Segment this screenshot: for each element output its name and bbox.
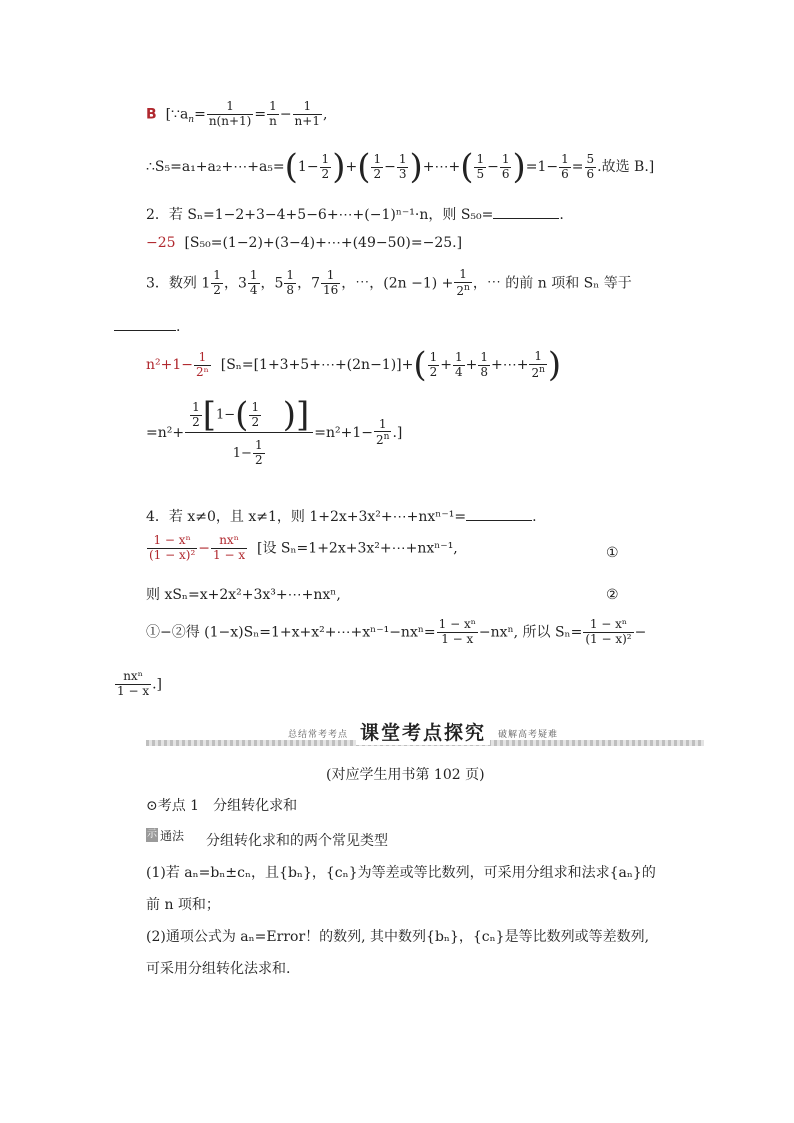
method-item-1: (1)若 aₙ=bₙ±cₙ，且{bₙ}，{cₙ}为等差或等比数列，可采用分组求和法求{aₙ}的 xyxy=(146,865,656,881)
method-item-2: (2)通项公式为 aₙ=Error！的数列, 其中数列{bₙ}，{cₙ}是等比数列或等差数列, xyxy=(146,929,650,945)
section-title: ⊙考点 1 分组转化求和 xyxy=(146,798,298,814)
problem2-answer: −25 xyxy=(146,235,176,251)
page-reference: (对应学生用书第 102 页) xyxy=(326,767,485,783)
problem1-line1: B [$\because a_n=$ $\frac{1}{n(n+1)}$ = $\frac{1}{n}$ − $\frac{1}{n+1}$ , xyxy=(146,99,328,128)
method-icon: 示 xyxy=(147,829,157,840)
problem3-blank: . xyxy=(114,318,180,334)
method-label: 通法 xyxy=(160,829,185,843)
banner-left-text: 总结常考考点 xyxy=(288,730,349,740)
banner-title: 课堂考点探究 xyxy=(356,718,490,745)
problem4-line4: $\frac{\text{nxⁿ}}{1 - x}$ .] xyxy=(117,669,163,698)
method-title: 分组转化求和的两个常见类型 xyxy=(206,833,388,849)
frac-1-over-n-n1: $\frac{1}{n(n+1)}$ xyxy=(208,99,252,128)
problem2-solution: −25 [S₅₀=(1−2)+(3−4)+⋯+(49−50)=−25.] xyxy=(146,235,463,251)
method-item-1-cont: 前 n 项和； xyxy=(146,897,220,913)
equation-mark-1: ① xyxy=(606,545,619,561)
problem4-answer: $\frac{\text{1 − xⁿ}}{\text{(1 − x)²}}$ xyxy=(149,533,196,562)
equation-mark-2: ② xyxy=(606,587,619,603)
answer-blank xyxy=(466,508,532,521)
answer-blank xyxy=(493,206,559,219)
problem3-question: 3．数列 1 $\frac{1}{2}$ ，3 $\frac{1}{4}$ ，5 $\frac{1}{8}$ ，7 $\frac{1}{16}$ ，⋯，(2n −1) + $\frac{1}{2^n}$ ，⋯ 的前 n 项和 Sₙ 等于 xyxy=(146,267,632,298)
problem4-question: 4．若 x≠0，且 x≠1，则 1+2x+3x²+⋯+nxⁿ⁻¹= . xyxy=(146,509,537,525)
frac-1-over-n-plus-1: $\frac{1}{n+1}$ xyxy=(294,99,320,128)
banner-right-text: 破解高考疑难 xyxy=(498,730,559,740)
method-item-2-cont: 可采用分组转化法求和. xyxy=(146,961,291,977)
problem1-prefix: [∵a xyxy=(165,106,189,123)
problem4-answer-line: $\frac{\text{1 − xⁿ}}{\text{(1 − x)²}}$ − $\frac{\text{nxⁿ}}{1 - x}$ [设 Sₙ=1+2x+3x²+⋯+nxⁿ⁻¹, xyxy=(149,533,458,562)
frac-1-over-n: $\frac{1}{n}$ xyxy=(269,99,277,128)
problem1-answer-label: B xyxy=(146,106,157,123)
problem1-line2: ∴S₅=a₁+a₂+⋯+a₅=(1− $\frac{1}{2}$ )+( $\frac{1}{2}$ − $\frac{1}{3}$ )+⋯+( $\frac{1}{5}$ − $\frac{1}{6}$ )=1− $\frac{1}{6}$ = $\frac{5}{6}$ .故选 B.] xyxy=(146,147,655,187)
problem3-solution-line1: n²+1− $\frac{1}{\text{2ⁿ}}$ [Sₙ=[1+3+5+⋯+(2n−1)]+( $\frac{1}{2}$ + $\frac{1}{4}$ + $\frac{1}{8}$ +⋯+ $\frac{1}{2^n}$ ) xyxy=(146,345,562,385)
problem4-line3: ①−②得 (1−x)Sₙ=1+x+x²+⋯+xⁿ⁻¹−nxⁿ= $\frac{\text{1 − xⁿ}}{1 - x}$ −nxⁿ, 所以 Sₙ= $\frac{\text{1 − xⁿ}}{\text{(1 − x)²}}$ − xyxy=(146,617,647,646)
problem3-answer: n²+1− xyxy=(146,357,193,373)
problem3-solution-line2: =n²+ $\frac{1}{2}$ [1−( $\frac{1}{2}$ )] 1− $\frac{1}{2}$ =n²+1− $\frac{1}{2^n}$ .] xyxy=(146,395,403,467)
problem4-line2: 则 xSₙ=x+2x²+3x³+⋯+nxⁿ, xyxy=(146,587,341,603)
problem2-question: 2．若 Sₙ=1−2+3−4+5−6+⋯+(−1)ⁿ⁻¹·n，则 S₅₀= . xyxy=(146,207,564,223)
